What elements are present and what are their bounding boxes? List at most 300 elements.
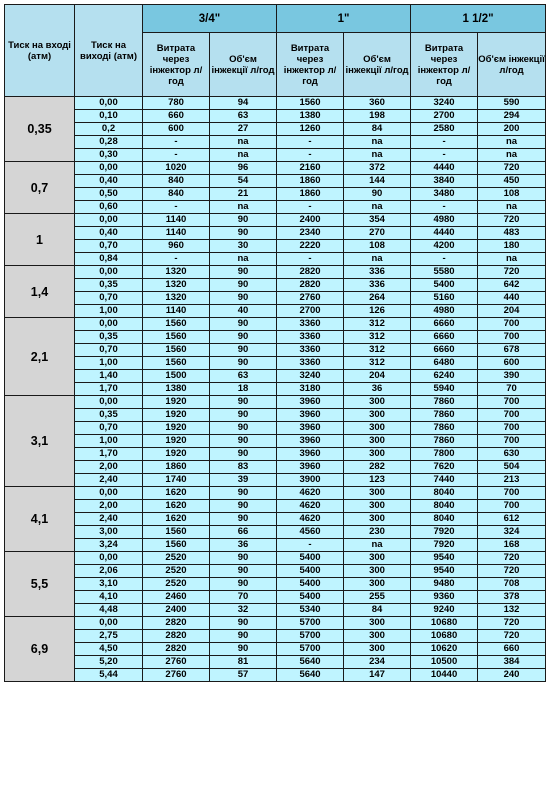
value-cell: 960 — [143, 240, 210, 253]
value-cell: 90 — [344, 188, 411, 201]
value-cell: 6240 — [411, 370, 478, 383]
value-cell: 18 — [210, 383, 277, 396]
volume-header: Об'єм інжекції л/год — [210, 33, 277, 97]
value-cell: 282 — [344, 461, 411, 474]
table-row — [5, 123, 546, 136]
value-cell: 3960 — [277, 409, 344, 422]
value-cell: na — [344, 136, 411, 149]
value-cell: 4440 — [411, 227, 478, 240]
value-cell: 204 — [344, 370, 411, 383]
outlet-pressure-cell: 0,40 — [75, 227, 143, 240]
value-cell: 9240 — [411, 604, 478, 617]
value-cell: 7860 — [411, 396, 478, 409]
value-cell: 90 — [210, 435, 277, 448]
value-cell: 5400 — [277, 565, 344, 578]
value-cell: 2700 — [277, 305, 344, 318]
outlet-pressure-cell: 0,00 — [75, 318, 143, 331]
value-cell: 1020 — [143, 162, 210, 175]
value-cell: 450 — [478, 175, 546, 188]
value-cell: 1920 — [143, 448, 210, 461]
value-cell: 5700 — [277, 617, 344, 630]
value-cell: 2520 — [143, 552, 210, 565]
value-cell: - — [411, 253, 478, 266]
value-cell: 1140 — [143, 227, 210, 240]
value-cell: 90 — [210, 552, 277, 565]
value-cell: 1560 — [143, 539, 210, 552]
outlet-pressure-cell: 1,70 — [75, 448, 143, 461]
value-cell: 3360 — [277, 357, 344, 370]
value-cell: 3360 — [277, 331, 344, 344]
value-cell: 312 — [344, 331, 411, 344]
value-cell: 300 — [344, 565, 411, 578]
size-header-1-1-2: 1 1/2" — [411, 5, 546, 33]
value-cell: 66 — [210, 526, 277, 539]
outlet-pressure-cell: 1,40 — [75, 370, 143, 383]
value-cell: 1320 — [143, 266, 210, 279]
inlet-pressure-cell: 0,35 — [5, 97, 75, 162]
value-cell: 3360 — [277, 344, 344, 357]
value-cell: 600 — [143, 123, 210, 136]
table-row — [5, 331, 546, 344]
value-cell: 1620 — [143, 500, 210, 513]
header-row-sizes — [5, 5, 546, 33]
value-cell: 336 — [344, 279, 411, 292]
value-cell: 3960 — [277, 396, 344, 409]
value-cell: 372 — [344, 162, 411, 175]
value-cell: 483 — [478, 227, 546, 240]
table-row — [5, 175, 546, 188]
value-cell: 90 — [210, 617, 277, 630]
table-row — [5, 396, 546, 409]
value-cell: 1920 — [143, 396, 210, 409]
value-cell: 36 — [344, 383, 411, 396]
outlet-pressure-cell: 0,00 — [75, 552, 143, 565]
value-cell: 132 — [478, 604, 546, 617]
value-cell: 90 — [210, 487, 277, 500]
value-cell: 3240 — [277, 370, 344, 383]
table-row — [5, 643, 546, 656]
value-cell: 7860 — [411, 435, 478, 448]
table-row — [5, 253, 546, 266]
value-cell: 1140 — [143, 305, 210, 318]
value-cell: 1620 — [143, 487, 210, 500]
value-cell: 57 — [210, 669, 277, 682]
value-cell: 200 — [478, 123, 546, 136]
size-header-1: 1" — [277, 5, 411, 33]
value-cell: na — [344, 149, 411, 162]
table-row — [5, 422, 546, 435]
value-cell: 2700 — [411, 110, 478, 123]
value-cell: 3480 — [411, 188, 478, 201]
flow-header: Витрата через інжектор л/год — [411, 33, 478, 97]
value-cell: - — [277, 149, 344, 162]
value-cell: 612 — [478, 513, 546, 526]
value-cell: 700 — [478, 422, 546, 435]
value-cell: 4440 — [411, 162, 478, 175]
value-cell: - — [411, 149, 478, 162]
inlet-pressure-cell: 3,1 — [5, 396, 75, 487]
value-cell: - — [143, 253, 210, 266]
value-cell: 1380 — [143, 383, 210, 396]
value-cell: na — [478, 149, 546, 162]
table-row — [5, 227, 546, 240]
value-cell: 180 — [478, 240, 546, 253]
value-cell: na — [344, 253, 411, 266]
value-cell: 324 — [478, 526, 546, 539]
outlet-pressure-cell: 1,00 — [75, 305, 143, 318]
inlet-pressure-header: Тиск на вході (атм) — [5, 5, 75, 97]
value-cell: 312 — [344, 357, 411, 370]
value-cell: 5400 — [411, 279, 478, 292]
value-cell: 600 — [478, 357, 546, 370]
value-cell: 144 — [344, 175, 411, 188]
value-cell: 720 — [478, 630, 546, 643]
value-cell: 10680 — [411, 617, 478, 630]
value-cell: 39 — [210, 474, 277, 487]
table-row — [5, 318, 546, 331]
value-cell: 2820 — [143, 617, 210, 630]
value-cell: 240 — [478, 669, 546, 682]
value-cell: 198 — [344, 110, 411, 123]
value-cell: 90 — [210, 331, 277, 344]
value-cell: 1560 — [277, 97, 344, 110]
value-cell: na — [210, 149, 277, 162]
value-cell: 108 — [478, 188, 546, 201]
value-cell: 1920 — [143, 409, 210, 422]
value-cell: 255 — [344, 591, 411, 604]
outlet-pressure-cell: 0,00 — [75, 97, 143, 110]
value-cell: 90 — [210, 565, 277, 578]
outlet-pressure-cell: 0,10 — [75, 110, 143, 123]
value-cell: - — [143, 201, 210, 214]
value-cell: 2760 — [143, 656, 210, 669]
table-row — [5, 565, 546, 578]
value-cell: 1320 — [143, 279, 210, 292]
value-cell: 1560 — [143, 344, 210, 357]
value-cell: - — [277, 136, 344, 149]
value-cell: 312 — [344, 318, 411, 331]
outlet-pressure-cell: 3,24 — [75, 539, 143, 552]
outlet-pressure-cell: 2,75 — [75, 630, 143, 643]
value-cell: - — [277, 253, 344, 266]
value-cell: 1260 — [277, 123, 344, 136]
value-cell: 90 — [210, 292, 277, 305]
table-row — [5, 214, 546, 227]
outlet-pressure-cell: 0,70 — [75, 292, 143, 305]
value-cell: 300 — [344, 422, 411, 435]
outlet-pressure-cell: 4,10 — [75, 591, 143, 604]
value-cell: 1560 — [143, 357, 210, 370]
value-cell: 94 — [210, 97, 277, 110]
value-cell: 7800 — [411, 448, 478, 461]
value-cell: - — [277, 539, 344, 552]
outlet-pressure-cell: 0,30 — [75, 149, 143, 162]
value-cell: na — [344, 539, 411, 552]
value-cell: 2340 — [277, 227, 344, 240]
outlet-pressure-cell: 3,10 — [75, 578, 143, 591]
table-row — [5, 201, 546, 214]
outlet-pressure-cell: 1,00 — [75, 357, 143, 370]
value-cell: 1620 — [143, 513, 210, 526]
value-cell: 6480 — [411, 357, 478, 370]
value-cell: - — [143, 136, 210, 149]
outlet-pressure-header: Тиск на виході (атм) — [75, 5, 143, 97]
value-cell: 9480 — [411, 578, 478, 591]
value-cell: 2160 — [277, 162, 344, 175]
value-cell: 123 — [344, 474, 411, 487]
table-row — [5, 435, 546, 448]
value-cell: 1860 — [277, 188, 344, 201]
outlet-pressure-cell: 0,35 — [75, 279, 143, 292]
value-cell: 8040 — [411, 500, 478, 513]
value-cell: 5340 — [277, 604, 344, 617]
value-cell: 90 — [210, 578, 277, 591]
value-cell: 2760 — [277, 292, 344, 305]
inlet-pressure-cell: 6,9 — [5, 617, 75, 682]
outlet-pressure-cell: 0,40 — [75, 175, 143, 188]
table-row — [5, 461, 546, 474]
value-cell: 3960 — [277, 422, 344, 435]
inlet-pressure-cell: 1 — [5, 214, 75, 266]
value-cell: 10680 — [411, 630, 478, 643]
table-row — [5, 591, 546, 604]
outlet-pressure-cell: 4,50 — [75, 643, 143, 656]
table-row — [5, 97, 546, 110]
value-cell: 700 — [478, 331, 546, 344]
value-cell: 90 — [210, 214, 277, 227]
value-cell: 90 — [210, 643, 277, 656]
value-cell: 300 — [344, 578, 411, 591]
value-cell: 2820 — [143, 643, 210, 656]
value-cell: 312 — [344, 344, 411, 357]
value-cell: - — [411, 136, 478, 149]
volume-header: Об'єм інжекції л/год — [478, 33, 546, 97]
value-cell: 1560 — [143, 331, 210, 344]
table-row — [5, 266, 546, 279]
outlet-pressure-cell: 2,06 — [75, 565, 143, 578]
value-cell: 4980 — [411, 214, 478, 227]
value-cell: 1560 — [143, 318, 210, 331]
value-cell: 642 — [478, 279, 546, 292]
value-cell: 5700 — [277, 643, 344, 656]
value-cell: 90 — [210, 630, 277, 643]
value-cell: 4560 — [277, 526, 344, 539]
value-cell: 5160 — [411, 292, 478, 305]
value-cell: 90 — [210, 513, 277, 526]
outlet-pressure-cell: 0,70 — [75, 240, 143, 253]
outlet-pressure-cell: 2,00 — [75, 461, 143, 474]
value-cell: 294 — [478, 110, 546, 123]
value-cell: 4620 — [277, 487, 344, 500]
value-cell: 1860 — [143, 461, 210, 474]
value-cell: 9540 — [411, 552, 478, 565]
value-cell: 90 — [210, 318, 277, 331]
table-row — [5, 305, 546, 318]
value-cell: 81 — [210, 656, 277, 669]
outlet-pressure-cell: 2,40 — [75, 513, 143, 526]
value-cell: - — [277, 201, 344, 214]
table-row — [5, 539, 546, 552]
table-row — [5, 617, 546, 630]
table-body — [5, 97, 546, 682]
outlet-pressure-cell: 0,00 — [75, 214, 143, 227]
value-cell: 90 — [210, 344, 277, 357]
value-cell: 3180 — [277, 383, 344, 396]
volume-header: Об'єм інжекції л/год — [344, 33, 411, 97]
table-row — [5, 383, 546, 396]
table-row — [5, 552, 546, 565]
table-row — [5, 136, 546, 149]
table-row — [5, 240, 546, 253]
value-cell: 90 — [210, 266, 277, 279]
outlet-pressure-cell: 0,00 — [75, 396, 143, 409]
value-cell: 234 — [344, 656, 411, 669]
value-cell: 90 — [210, 448, 277, 461]
value-cell: 4620 — [277, 513, 344, 526]
value-cell: 10500 — [411, 656, 478, 669]
value-cell: na — [478, 253, 546, 266]
value-cell: 126 — [344, 305, 411, 318]
value-cell: 6660 — [411, 318, 478, 331]
value-cell: 9540 — [411, 565, 478, 578]
value-cell: na — [210, 136, 277, 149]
value-cell: 264 — [344, 292, 411, 305]
value-cell: 90 — [210, 357, 277, 370]
outlet-pressure-cell: 0,00 — [75, 162, 143, 175]
value-cell: 7440 — [411, 474, 478, 487]
value-cell: 840 — [143, 188, 210, 201]
value-cell: 6660 — [411, 344, 478, 357]
value-cell: 2220 — [277, 240, 344, 253]
inlet-pressure-cell: 2,1 — [5, 318, 75, 396]
table-row — [5, 188, 546, 201]
value-cell: 300 — [344, 396, 411, 409]
value-cell: 3240 — [411, 97, 478, 110]
value-cell: 6660 — [411, 331, 478, 344]
value-cell: 84 — [344, 123, 411, 136]
value-cell: 300 — [344, 617, 411, 630]
value-cell: 708 — [478, 578, 546, 591]
table-row — [5, 149, 546, 162]
size-header-3-4: 3/4" — [143, 5, 277, 33]
outlet-pressure-cell: 0,00 — [75, 487, 143, 500]
value-cell: 300 — [344, 513, 411, 526]
value-cell: 720 — [478, 162, 546, 175]
value-cell: 9360 — [411, 591, 478, 604]
value-cell: 300 — [344, 487, 411, 500]
value-cell: 27 — [210, 123, 277, 136]
value-cell: 7860 — [411, 422, 478, 435]
value-cell: 90 — [210, 396, 277, 409]
value-cell: 1560 — [143, 526, 210, 539]
value-cell: 440 — [478, 292, 546, 305]
value-cell: 300 — [344, 448, 411, 461]
value-cell: 204 — [478, 305, 546, 318]
value-cell: na — [478, 136, 546, 149]
inlet-pressure-cell: 0,7 — [5, 162, 75, 214]
value-cell: 90 — [210, 500, 277, 513]
value-cell: 700 — [478, 318, 546, 331]
value-cell: na — [478, 201, 546, 214]
outlet-pressure-cell: 1,00 — [75, 435, 143, 448]
value-cell: na — [210, 201, 277, 214]
value-cell: 8040 — [411, 487, 478, 500]
value-cell: 2580 — [411, 123, 478, 136]
value-cell: 32 — [210, 604, 277, 617]
value-cell: 300 — [344, 552, 411, 565]
value-cell: 7920 — [411, 526, 478, 539]
value-cell: 90 — [210, 422, 277, 435]
outlet-pressure-cell: 0,84 — [75, 253, 143, 266]
table-row — [5, 513, 546, 526]
table-row — [5, 344, 546, 357]
value-cell: 630 — [478, 448, 546, 461]
outlet-pressure-cell: 0,28 — [75, 136, 143, 149]
outlet-pressure-cell: 0,00 — [75, 266, 143, 279]
value-cell: 3960 — [277, 448, 344, 461]
value-cell: 84 — [344, 604, 411, 617]
value-cell: 54 — [210, 175, 277, 188]
value-cell: 63 — [210, 110, 277, 123]
value-cell: 780 — [143, 97, 210, 110]
outlet-pressure-cell: 5,20 — [75, 656, 143, 669]
value-cell: 700 — [478, 396, 546, 409]
outlet-pressure-cell: 0,50 — [75, 188, 143, 201]
outlet-pressure-cell: 0,00 — [75, 617, 143, 630]
value-cell: 5400 — [277, 552, 344, 565]
value-cell: 700 — [478, 487, 546, 500]
value-cell: 2520 — [143, 578, 210, 591]
value-cell: 2760 — [143, 669, 210, 682]
value-cell: 7620 — [411, 461, 478, 474]
value-cell: 700 — [478, 435, 546, 448]
injector-performance-table — [4, 4, 546, 682]
value-cell: 3960 — [277, 435, 344, 448]
outlet-pressure-cell: 2,00 — [75, 500, 143, 513]
table-row — [5, 487, 546, 500]
flow-header: Витрата через інжектор л/год — [277, 33, 344, 97]
value-cell: 660 — [478, 643, 546, 656]
value-cell: na — [210, 253, 277, 266]
value-cell: 678 — [478, 344, 546, 357]
value-cell: 4620 — [277, 500, 344, 513]
value-cell: 390 — [478, 370, 546, 383]
value-cell: 10440 — [411, 669, 478, 682]
outlet-pressure-cell: 4,48 — [75, 604, 143, 617]
value-cell: 2820 — [143, 630, 210, 643]
value-cell: 300 — [344, 643, 411, 656]
flow-header: Витрата через інжектор л/год — [143, 33, 210, 97]
value-cell: 90 — [210, 227, 277, 240]
outlet-pressure-cell: 0,35 — [75, 409, 143, 422]
table-row — [5, 357, 546, 370]
value-cell: 83 — [210, 461, 277, 474]
outlet-pressure-cell: 0,70 — [75, 344, 143, 357]
value-cell: 1920 — [143, 422, 210, 435]
value-cell: 96 — [210, 162, 277, 175]
value-cell: 213 — [478, 474, 546, 487]
value-cell: 720 — [478, 214, 546, 227]
value-cell: 5400 — [277, 578, 344, 591]
value-cell: 90 — [210, 279, 277, 292]
value-cell: 5640 — [277, 669, 344, 682]
value-cell: 5640 — [277, 656, 344, 669]
value-cell: 590 — [478, 97, 546, 110]
value-cell: 504 — [478, 461, 546, 474]
value-cell: 5940 — [411, 383, 478, 396]
outlet-pressure-cell: 0,35 — [75, 331, 143, 344]
value-cell: 7920 — [411, 539, 478, 552]
